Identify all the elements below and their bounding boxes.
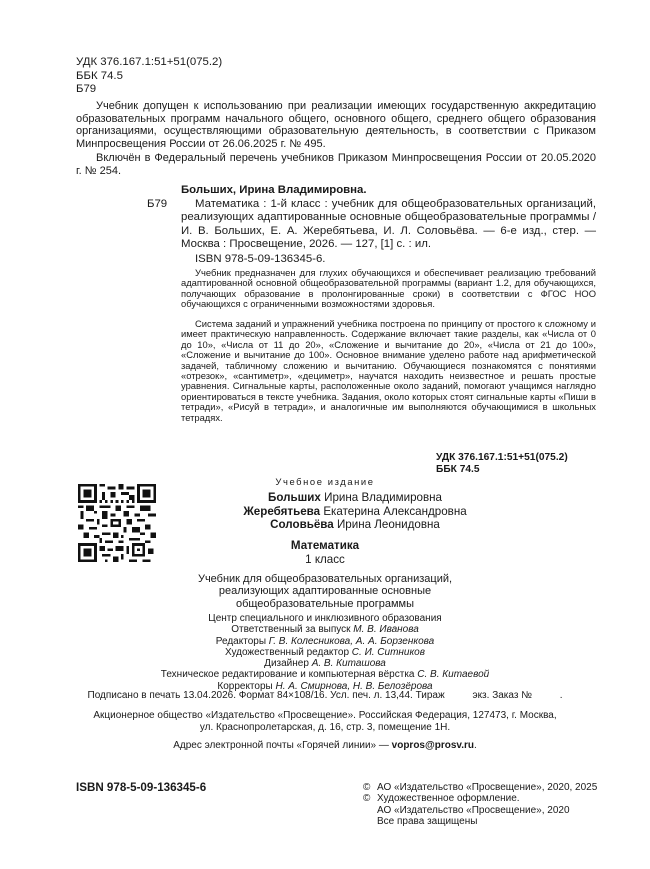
staff-line: Редакторы Г. В. Колесникова, А. А. Борзенкова xyxy=(215,635,435,647)
copyright-icon: © xyxy=(363,782,371,793)
catalog-mark: Б79 xyxy=(147,198,168,210)
staff-credits xyxy=(0,613,650,692)
author-3-name: Ирина Леонидовна xyxy=(336,518,440,532)
publisher-line: ул. Краснопролетарская, д. 16, стр. 3, помещение 1Н. xyxy=(199,721,451,733)
author-1-surname: Больших xyxy=(268,491,321,504)
staff-line: Центр специального и инклюзивного образования xyxy=(208,613,442,624)
print-info: Подписано в печать 13.04.2026. Формат 84×108/16. Усл. печ. л. 13,44. Тираж экз. Заказ № . xyxy=(87,690,563,701)
staff-line: Техническое редактирование и компьютерная вёрстка С. В. Китаевой xyxy=(160,669,490,681)
author-1-name: Ирина Владимировна xyxy=(324,491,442,504)
approval-text: Учебник допущен к использованию при реализации имеющих государственную аккредитацию образовательных программ начального общего, основного общего, среднего общего образования организациями, осуществляющими образовательную деятельность, в соответствии с Приказом Минпросвещения России от 26.06.2025 г. № 495. xyxy=(76,100,596,150)
hotline-email: Адрес электронной почты «Горячей линии» — vopros@prosv.ru. xyxy=(173,740,477,751)
author-3-surname: Соловьёва xyxy=(270,518,334,532)
author-2-surname: Жеребятьева xyxy=(243,504,321,518)
catalog-author-heading: Больших, Ирина Владимировна. xyxy=(181,184,367,196)
book-grade: 1 класс xyxy=(305,553,345,566)
staff-line: Дизайнер А. В. Киташова xyxy=(264,658,386,670)
copyright-line: Все права защищены xyxy=(377,816,478,828)
author-2-name: Екатерина Александровна xyxy=(323,504,467,518)
bbk-code: ББК 74.5 xyxy=(76,69,123,82)
edition-type: Учебное издание xyxy=(275,476,375,487)
book-description xyxy=(0,573,650,610)
copyright-line: © АО «Издательство «Просвещение», 2020, 2025 xyxy=(363,782,598,793)
copyright-block xyxy=(363,782,597,828)
author-3 xyxy=(160,518,550,532)
staff-line: Художественный редактор С. И. Ситников xyxy=(225,646,425,658)
isbn-bottom: ISBN 978-5-09-136345-6 xyxy=(76,781,207,794)
annotation-purpose: Учебник предназначен для глухих обучающихся и обеспечивает реализацию требований адаптированной основной общеобразовательной программы (вариант 1.2, для обучающихся, получающих образование в пролонгированные сроки) в соответствии с ФГОС НОО обучающихся с ограниченными возможностями здоровья. xyxy=(181,267,596,310)
authors-list xyxy=(160,491,550,532)
copyright-icon: © xyxy=(363,793,371,805)
copyright-line: АО «Издательство «Просвещение», 2020 xyxy=(377,804,570,816)
book-title: Математика xyxy=(290,539,360,552)
email-address: vopros@prosv.ru xyxy=(391,740,475,751)
author-2 xyxy=(160,505,550,519)
description-line: реализующих адаптированные основные xyxy=(218,585,432,598)
udk-code: УДК 376.167.1:51+51(075.2) xyxy=(76,56,223,68)
description-line: общеобразовательные программы xyxy=(235,597,415,610)
publisher-line: Акционерное общество «Издательство «Просвещение». Российская Федерация, 127473, г. Москва, xyxy=(93,710,557,721)
bbk-code-repeat: ББК 74.5 xyxy=(436,463,480,475)
description-line: Учебник для общеобразовательных организаций, xyxy=(197,573,453,585)
email-label: Адрес электронной почты «Горячей линии» — xyxy=(173,740,389,751)
catalog-entry: Математика : 1-й класс : учебник для общеобразовательных организаций, реализующих адаптированные основные общеобразовательные программы / И. В. Больших, Е. А. Жеребятьева, И. Л. Соловьёва. — 6-е изд., стер. — Москва : Просвещение, 2026. — 127, [1] с. : ил. xyxy=(181,198,596,251)
catalog-codes-repeat xyxy=(436,452,596,475)
staff-line: Корректоры Н. А. Смирнова, Н. В. Белозёрова xyxy=(217,680,433,692)
publisher-address xyxy=(0,710,650,733)
author-mark: Б79 xyxy=(76,83,97,96)
annotation-content: Система заданий и упражнений учебника построена по принципу от простого к сложному и имеет практическую направленность. Содержание включает такие разделы, как «Числа от 0 до 10», «Числа от 11 до 20», «Сложение и вычитание до 20», «Числа от 21 до 100», «Сложение и вычитание до 100». Основное внимание уделено работе над арифметической задачей, табличному сложению и вычитанию. Обучающиеся познакомятся с понятиями «отрезок», «сантиметр», «дециметр», научатся находить неизвестное и решать простые уравнения. Сигнальные карты, расположенные около заданий, помогают учащимся наглядно ориентироваться в тексте учебника. Задания, около которых стоят сигнальные карты «Пиши в тетради», «Рисуй в тетради», и аналогичные им выполняются обучающимися в школьных тетрадях. xyxy=(181,318,596,423)
catalog-isbn: ISBN 978-5-09-136345-6. xyxy=(195,253,326,265)
staff-line: Ответственный за выпуск М. В. Иванова xyxy=(231,624,419,636)
author-1 xyxy=(160,491,550,505)
federal-list-text: Включён в Федеральный перечень учебников Приказом Минпросвещения России от 20.05.2020 г. № 254. xyxy=(76,152,596,177)
udk-code-repeat: УДК 376.167.1:51+51(075.2) xyxy=(436,452,568,463)
copyright-line: © Художественное оформление. xyxy=(363,793,520,805)
catalog-codes xyxy=(76,56,222,97)
